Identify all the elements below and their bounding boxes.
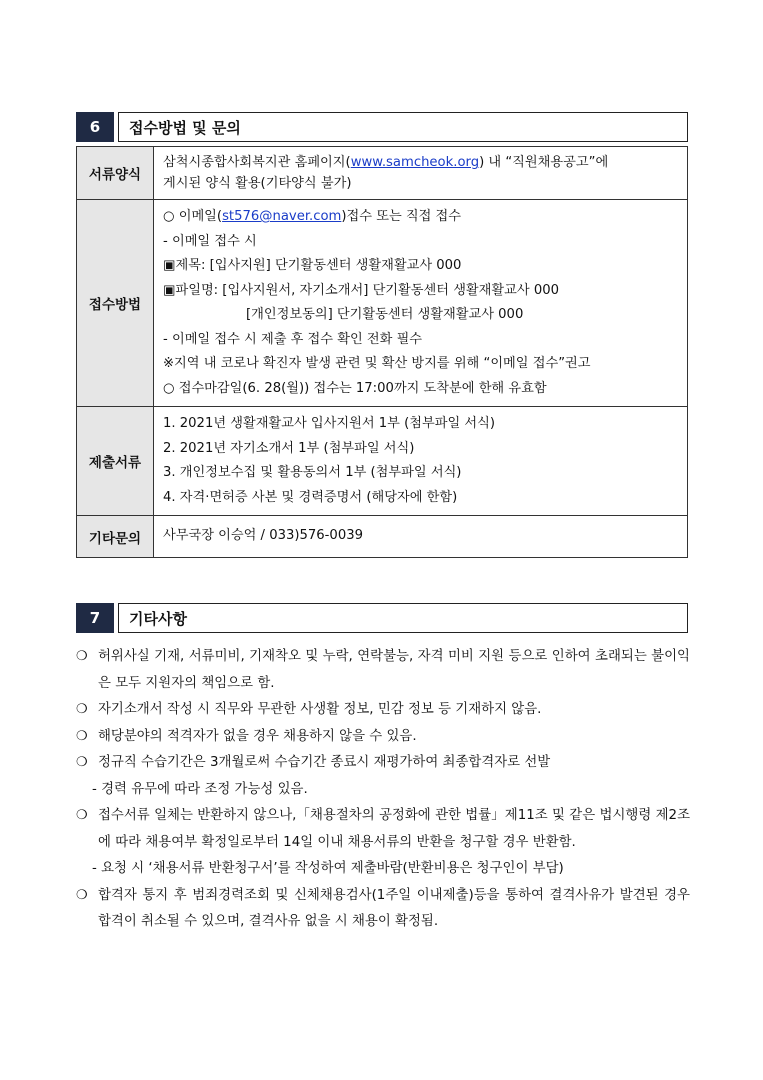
list-item: [76, 724, 690, 751]
doc-item: 1. 2021년 생활재활교사 입사지원서 1부 (첨부파일 서식): [163, 416, 496, 431]
section-7-header: [76, 603, 688, 633]
row-content-form: [154, 147, 688, 200]
note-text: 허위사실 기재, 서류미비, 기재착오 및 누락, 연락불능, 자격 미비 지원 등으로 인하여 초래되는 불이익은 모두 지원자의 책임으로 함.: [98, 649, 690, 691]
list-item: [76, 883, 690, 936]
method-line: - 이메일 접수 시: [163, 233, 257, 249]
circle-bullet-icon: ❍: [76, 649, 88, 664]
method-line: ○ 접수마감일(6. 28(월)) 접수는 17:00까지 도착분에 한해 유효함: [163, 380, 547, 396]
circle-bullet-icon: ❍: [76, 887, 88, 903]
method-line: ▣제목: [입사지원] 단기활동센터 생활재활교사 000: [163, 258, 462, 273]
row-content-contact: 사무국장 이승억 / 033)576-0039: [154, 516, 688, 558]
table-row: [77, 200, 688, 407]
row-label-method: 접수방법: [77, 200, 154, 407]
list-item: [76, 697, 690, 724]
row-label-contact: 기타문의: [77, 516, 154, 558]
note-sub-item: - 경력 유무에 따라 조정 가능성 있음.: [92, 781, 308, 797]
note-text: 합격자 통지 후 범죄경력조회 및 신체채용검사(1주일 이내제출)등을 통하여 결격사유가 발견된 경우 합격이 취소될 수 있으며, 결격사유 없을 시 채용이 확정됨.: [98, 887, 690, 929]
circle-bullet-icon: ❍: [76, 702, 88, 717]
method-line: - 이메일 접수 시 제출 후 접수 확인 전화 필수: [163, 331, 423, 347]
row-content-method: [154, 200, 688, 407]
method-line: ▣파일명: [입사지원서, 자기소개서] 단기활동센터 생활재활교사 000: [163, 282, 559, 298]
section-6-header: [76, 112, 688, 142]
note-text: 접수서류 일체는 반환하지 않으나,「채용절차의 공정화에 관한 법률」제11조 및 같은 법시행령 제2조에 따라 채용여부 확정일로부터 14일 이내 채용서류의 반환을 청구할 경우 반환함.: [98, 808, 690, 850]
table-row: [77, 407, 688, 516]
application-info-table: [76, 146, 688, 558]
circle-bullet-icon: ❍: [76, 808, 88, 823]
row-label-docs: 제출서류: [77, 407, 154, 516]
doc-item: 2. 2021년 자기소개서 1부 (첨부파일 서식): [163, 440, 415, 456]
email-link[interactable]: st576@naver.com: [222, 209, 342, 224]
circle-bullet-icon: ❍: [76, 755, 88, 770]
list-item: [76, 644, 690, 697]
table-row: [77, 147, 688, 200]
form-line-2: 게시된 양식 활용(기타양식 불가): [163, 176, 352, 191]
form-line-1: 삼척시종합사회복지관 홈페이지(www.samcheok.org) 내 “직원채용공고”에: [163, 155, 609, 170]
doc-item: 3. 개인정보수집 및 활용동의서 1부 (첨부파일 서식): [163, 465, 462, 480]
section-6-number: 6: [76, 112, 114, 142]
list-item: [76, 750, 690, 777]
section-7-title: 기타사항: [118, 603, 688, 633]
doc-item: 4. 자격·면허증 사본 및 경력증명서 (해당자에 한함): [163, 489, 458, 505]
row-label-form: 서류양식: [77, 147, 154, 200]
list-item: [76, 803, 690, 856]
circle-bullet-icon: ❍: [76, 728, 88, 744]
table-row: [77, 516, 688, 558]
note-text: 정규직 수습기간은 3개월로써 수습기간 종료시 재평가하여 최종합격자로 선발: [98, 755, 551, 770]
method-line: [개인정보동의] 단기활동센터 생활재활교사 000: [246, 307, 524, 322]
row-content-docs: [154, 407, 688, 516]
method-line: ※지역 내 코로나 확진자 발생 관련 및 확산 방지를 위해 “이메일 접수”권고: [163, 356, 591, 371]
notes-list: [76, 644, 690, 936]
note-sub-item: - 요청 시 ‘채용서류 반환청구서’를 작성하여 제출바람(반환비용은 청구인이 부담): [92, 861, 564, 876]
section-6-title: 접수방법 및 문의: [118, 112, 688, 142]
homepage-link[interactable]: www.samcheok.org: [350, 155, 480, 170]
note-text: 해당분야의 적격자가 없을 경우 채용하지 않을 수 있음.: [98, 728, 417, 744]
section-7-number: 7: [76, 603, 114, 633]
note-text: 자기소개서 작성 시 직무와 무관한 사생활 정보, 민감 정보 등 기재하지 않음.: [98, 702, 542, 717]
method-line-email: ○ 이메일(st576@naver.com)접수 또는 직접 접수: [163, 209, 462, 224]
